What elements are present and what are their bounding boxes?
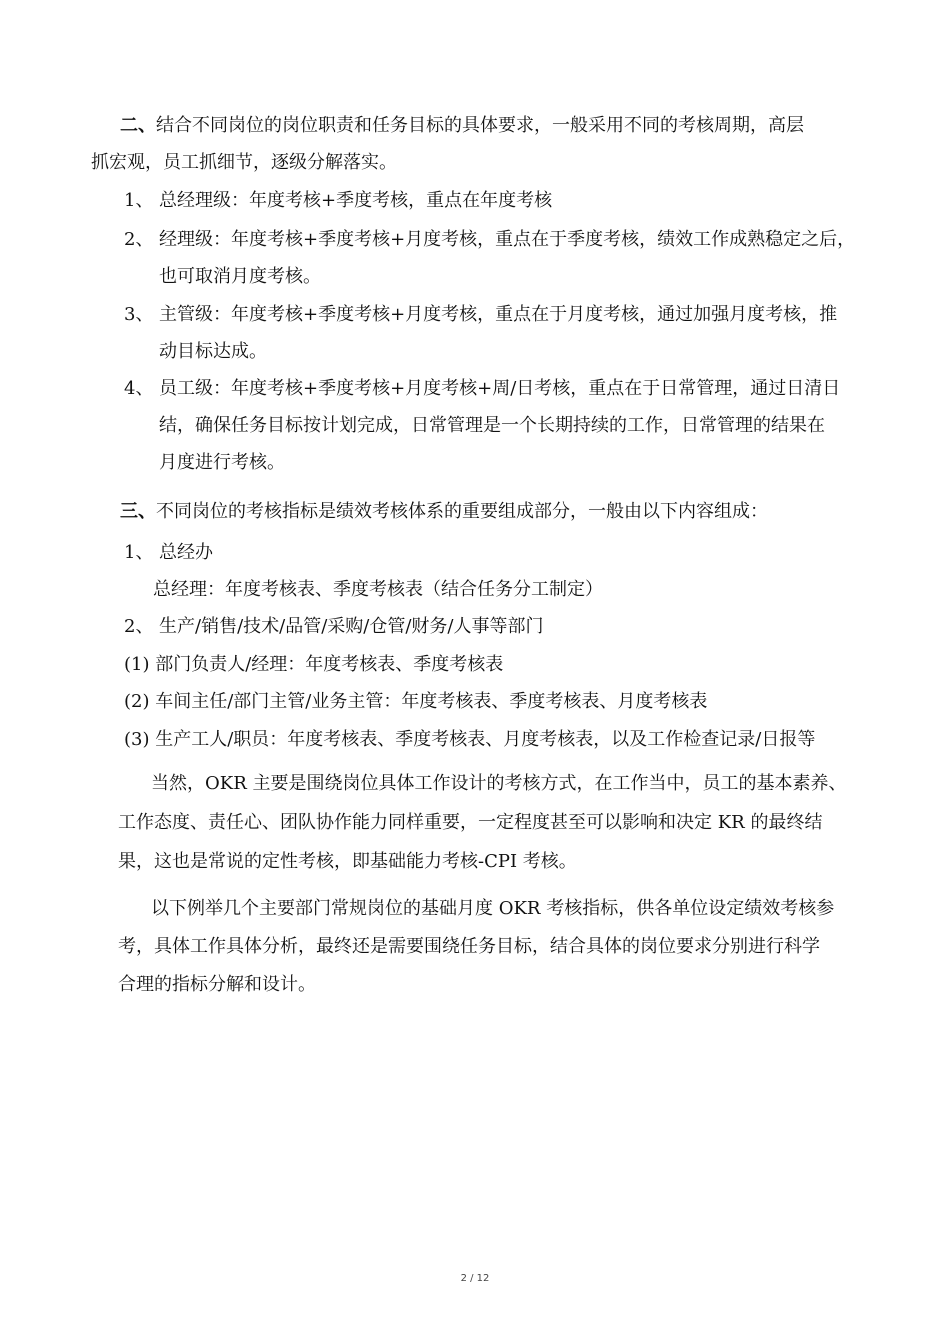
paragraph-line: 合理的指标分解和设计。 — [118, 974, 316, 995]
paragraph-line: 果，这也是常说的定性考核，即基础能力考核-CPI 考核。 — [118, 851, 577, 872]
sub-list-item: (2) 车间主任/部门主管/业务主管：年度考核表、季度考核表、月度考核表 — [124, 691, 708, 712]
list-item-text: 动目标达成。 — [159, 341, 267, 362]
list-item-subtext: 总经理：年度考核表、季度考核表（结合任务分工制定） — [153, 579, 603, 600]
section2-heading-mark: 二、 — [120, 115, 156, 136]
paragraph-line: 工作态度、责任心、团队协作能力同样重要，一定程度甚至可以影响和决定 KR 的最终结 — [118, 812, 823, 833]
page-indicator: 2 / 12 — [460, 1273, 490, 1284]
list-item-text: 月度进行考核。 — [159, 452, 285, 473]
paragraph-line: 当然，OKR 主要是围绕岗位具体工作设计的考核方式，在工作当中，员工的基本素养、 — [151, 773, 847, 794]
sub-list-item: (1) 部门负责人/经理：年度考核表、季度考核表 — [124, 654, 504, 675]
section3-intro — [120, 500, 768, 524]
list-item-number: 2、 — [124, 616, 154, 637]
list-item-text: 总经办 — [159, 542, 213, 563]
section2-text: 结合不同岗位的岗位职责和任务目标的具体要求，一般采用不同的考核周期，高层 — [156, 115, 804, 136]
sub-list-item: (3) 生产工人/职员：年度考核表、季度考核表、月度考核表，以及工作检查记录/日报等 — [124, 729, 816, 750]
list-item-number: 3、 — [124, 304, 154, 325]
list-item-text: 经理级：年度考核+季度考核+月度考核，重点在于季度考核，绩效工作成熟稳定之后， — [159, 229, 856, 250]
list-item-number: 2、 — [124, 229, 154, 250]
list-item-number: 1、 — [124, 190, 154, 211]
section3-text: 不同岗位的考核指标是绩效考核体系的重要组成部分，一般由以下内容组成： — [156, 501, 768, 522]
list-item-text: 总经理级：年度考核+季度考核，重点在年度考核 — [159, 190, 553, 211]
list-item-text: 生产/销售/技术/品管/采购/仓管/财务/人事等部门 — [159, 616, 544, 637]
list-item-text: 结，确保任务目标按计划完成，日常管理是一个长期持续的工作，日常管理的结果在 — [159, 415, 825, 436]
list-item-text: 员工级：年度考核+季度考核+月度考核+周/日考核，重点在于日常管理，通过日清日 — [159, 378, 841, 399]
list-item-number: 4、 — [124, 378, 154, 399]
section2-line1 — [120, 114, 804, 138]
list-item-number: 1、 — [124, 542, 154, 563]
paragraph-line: 考，具体工作具体分析，最终还是需要围绕任务目标，结合具体的岗位要求分别进行科学 — [118, 936, 820, 957]
section2-line2: 抓宏观，员工抓细节，逐级分解落实。 — [91, 152, 397, 173]
section3-heading-mark: 三、 — [120, 501, 156, 522]
list-item-text: 也可取消月度考核。 — [159, 266, 321, 287]
paragraph-line: 以下例举几个主要部门常规岗位的基础月度 OKR 考核指标，供各单位设定绩效考核参 — [151, 898, 835, 919]
list-item-text: 主管级：年度考核+季度考核+月度考核，重点在于月度考核，通过加强月度考核，推 — [159, 304, 838, 325]
